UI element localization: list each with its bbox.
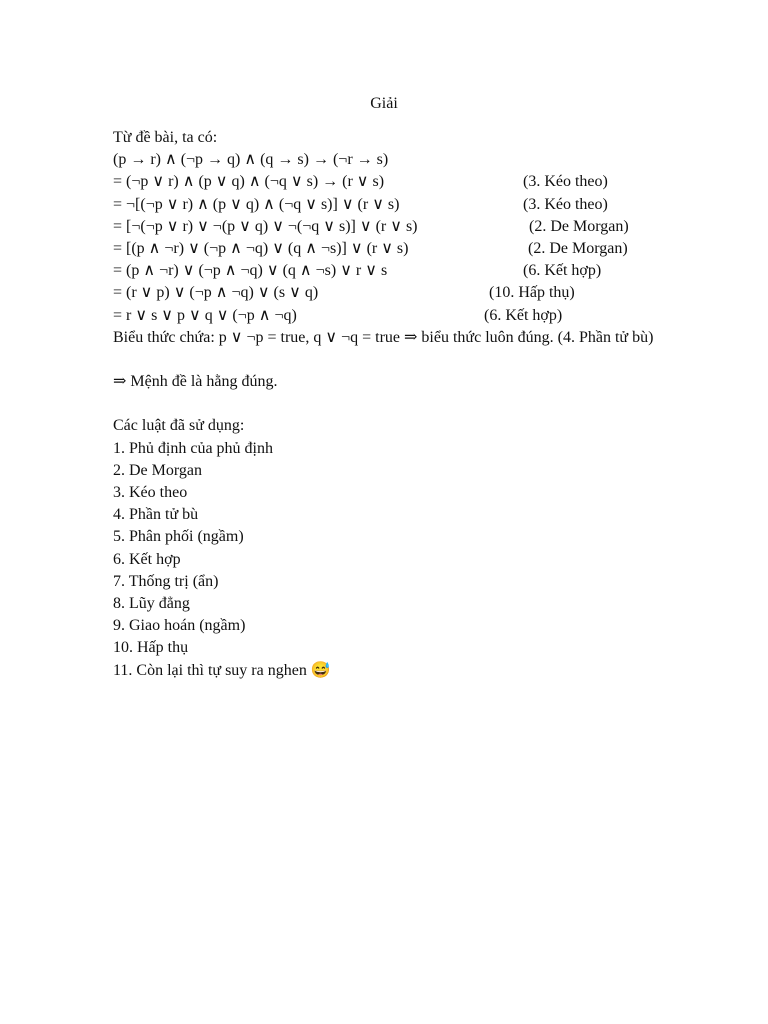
step-law-note: (2. De Morgan) [529, 217, 629, 235]
step-line [113, 194, 658, 216]
laws-heading: Các luật đã sử dụng: [113, 417, 245, 435]
step-law-note: (2. De Morgan) [528, 239, 628, 257]
step-line [113, 216, 658, 238]
step-expression: = r ∨ s ∨ p ∨ q ∨ (¬p ∧ ¬q) [113, 306, 297, 324]
step-law-note: (3. Kéo theo) [523, 195, 608, 213]
step-line [113, 238, 658, 260]
step-line [113, 171, 658, 193]
document-title: Giải [370, 95, 398, 112]
blank-line [113, 349, 658, 371]
list-item: 11. Còn lại thì tự suy ra nghen 😅 [113, 661, 331, 679]
step-expression: = [(p ∧ ¬r) ∨ (¬p ∧ ¬q) ∨ (q ∧ ¬s)] ∨ (r ∨ s) [113, 239, 409, 257]
list-item: 8. Lũy đẳng [113, 594, 190, 612]
step-expression: = [¬(¬p ∨ r) ∨ ¬(p ∨ q) ∨ ¬(¬q ∨ s)] ∨ (r ∨ s) [113, 217, 418, 235]
list-item: 3. Kéo theo [113, 484, 188, 502]
step-expression: (p → r) ∧ (¬p → q) ∧ (q → s) → (¬r → s) [113, 151, 389, 169]
intro-line: Từ đề bài, ta có: [113, 129, 218, 146]
list-item: 9. Giao hoán (ngầm) [113, 617, 246, 635]
conclusion-line: ⇒ Mệnh đề là hằng đúng. [113, 373, 278, 391]
step-expression: = ¬[(¬p ∨ r) ∧ (p ∨ q) ∧ (¬q ∨ s)] ∨ (r ∨ s) [113, 195, 400, 213]
document-body [113, 127, 658, 682]
step-line [113, 282, 658, 304]
list-item: 2. De Morgan [113, 461, 203, 479]
blank-line [113, 393, 658, 415]
list-item: 1. Phủ định của phủ định [113, 439, 273, 457]
list-item: 7. Thống trị (ẩn) [113, 572, 219, 590]
step-line [113, 260, 658, 282]
list-item: 6. Kết hợp [113, 550, 181, 568]
step-line [113, 149, 658, 171]
step-expression: = (¬p ∨ r) ∧ (p ∨ q) ∧ (¬q ∨ s) → (r ∨ s) [113, 173, 385, 191]
laws-list [113, 438, 658, 682]
step-line [113, 305, 658, 327]
expression-contains-paragraph: Biểu thức chứa: p ∨ ¬p = true, q ∨ ¬q = true ⇒ biểu thức luôn đúng. (4. Phần tử bù) [113, 328, 654, 346]
step-law-note: (6. Kết hợp) [484, 306, 563, 324]
step-law-note: (6. Kết hợp) [523, 262, 602, 280]
list-item: 5. Phân phối (ngầm) [113, 528, 244, 546]
list-item: 4. Phần tử bù [113, 506, 199, 524]
list-item: 10. Hấp thụ [113, 639, 189, 657]
step-law-note: (10. Hấp thụ) [489, 284, 575, 302]
step-expression: = (r ∨ p) ∨ (¬p ∧ ¬q) ∨ (s ∨ q) [113, 284, 319, 302]
step-law-note: (3. Kéo theo) [523, 173, 608, 191]
step-expression: = (p ∧ ¬r) ∨ (¬p ∧ ¬q) ∨ (q ∧ ¬s) ∨ r ∨ s [113, 262, 388, 280]
